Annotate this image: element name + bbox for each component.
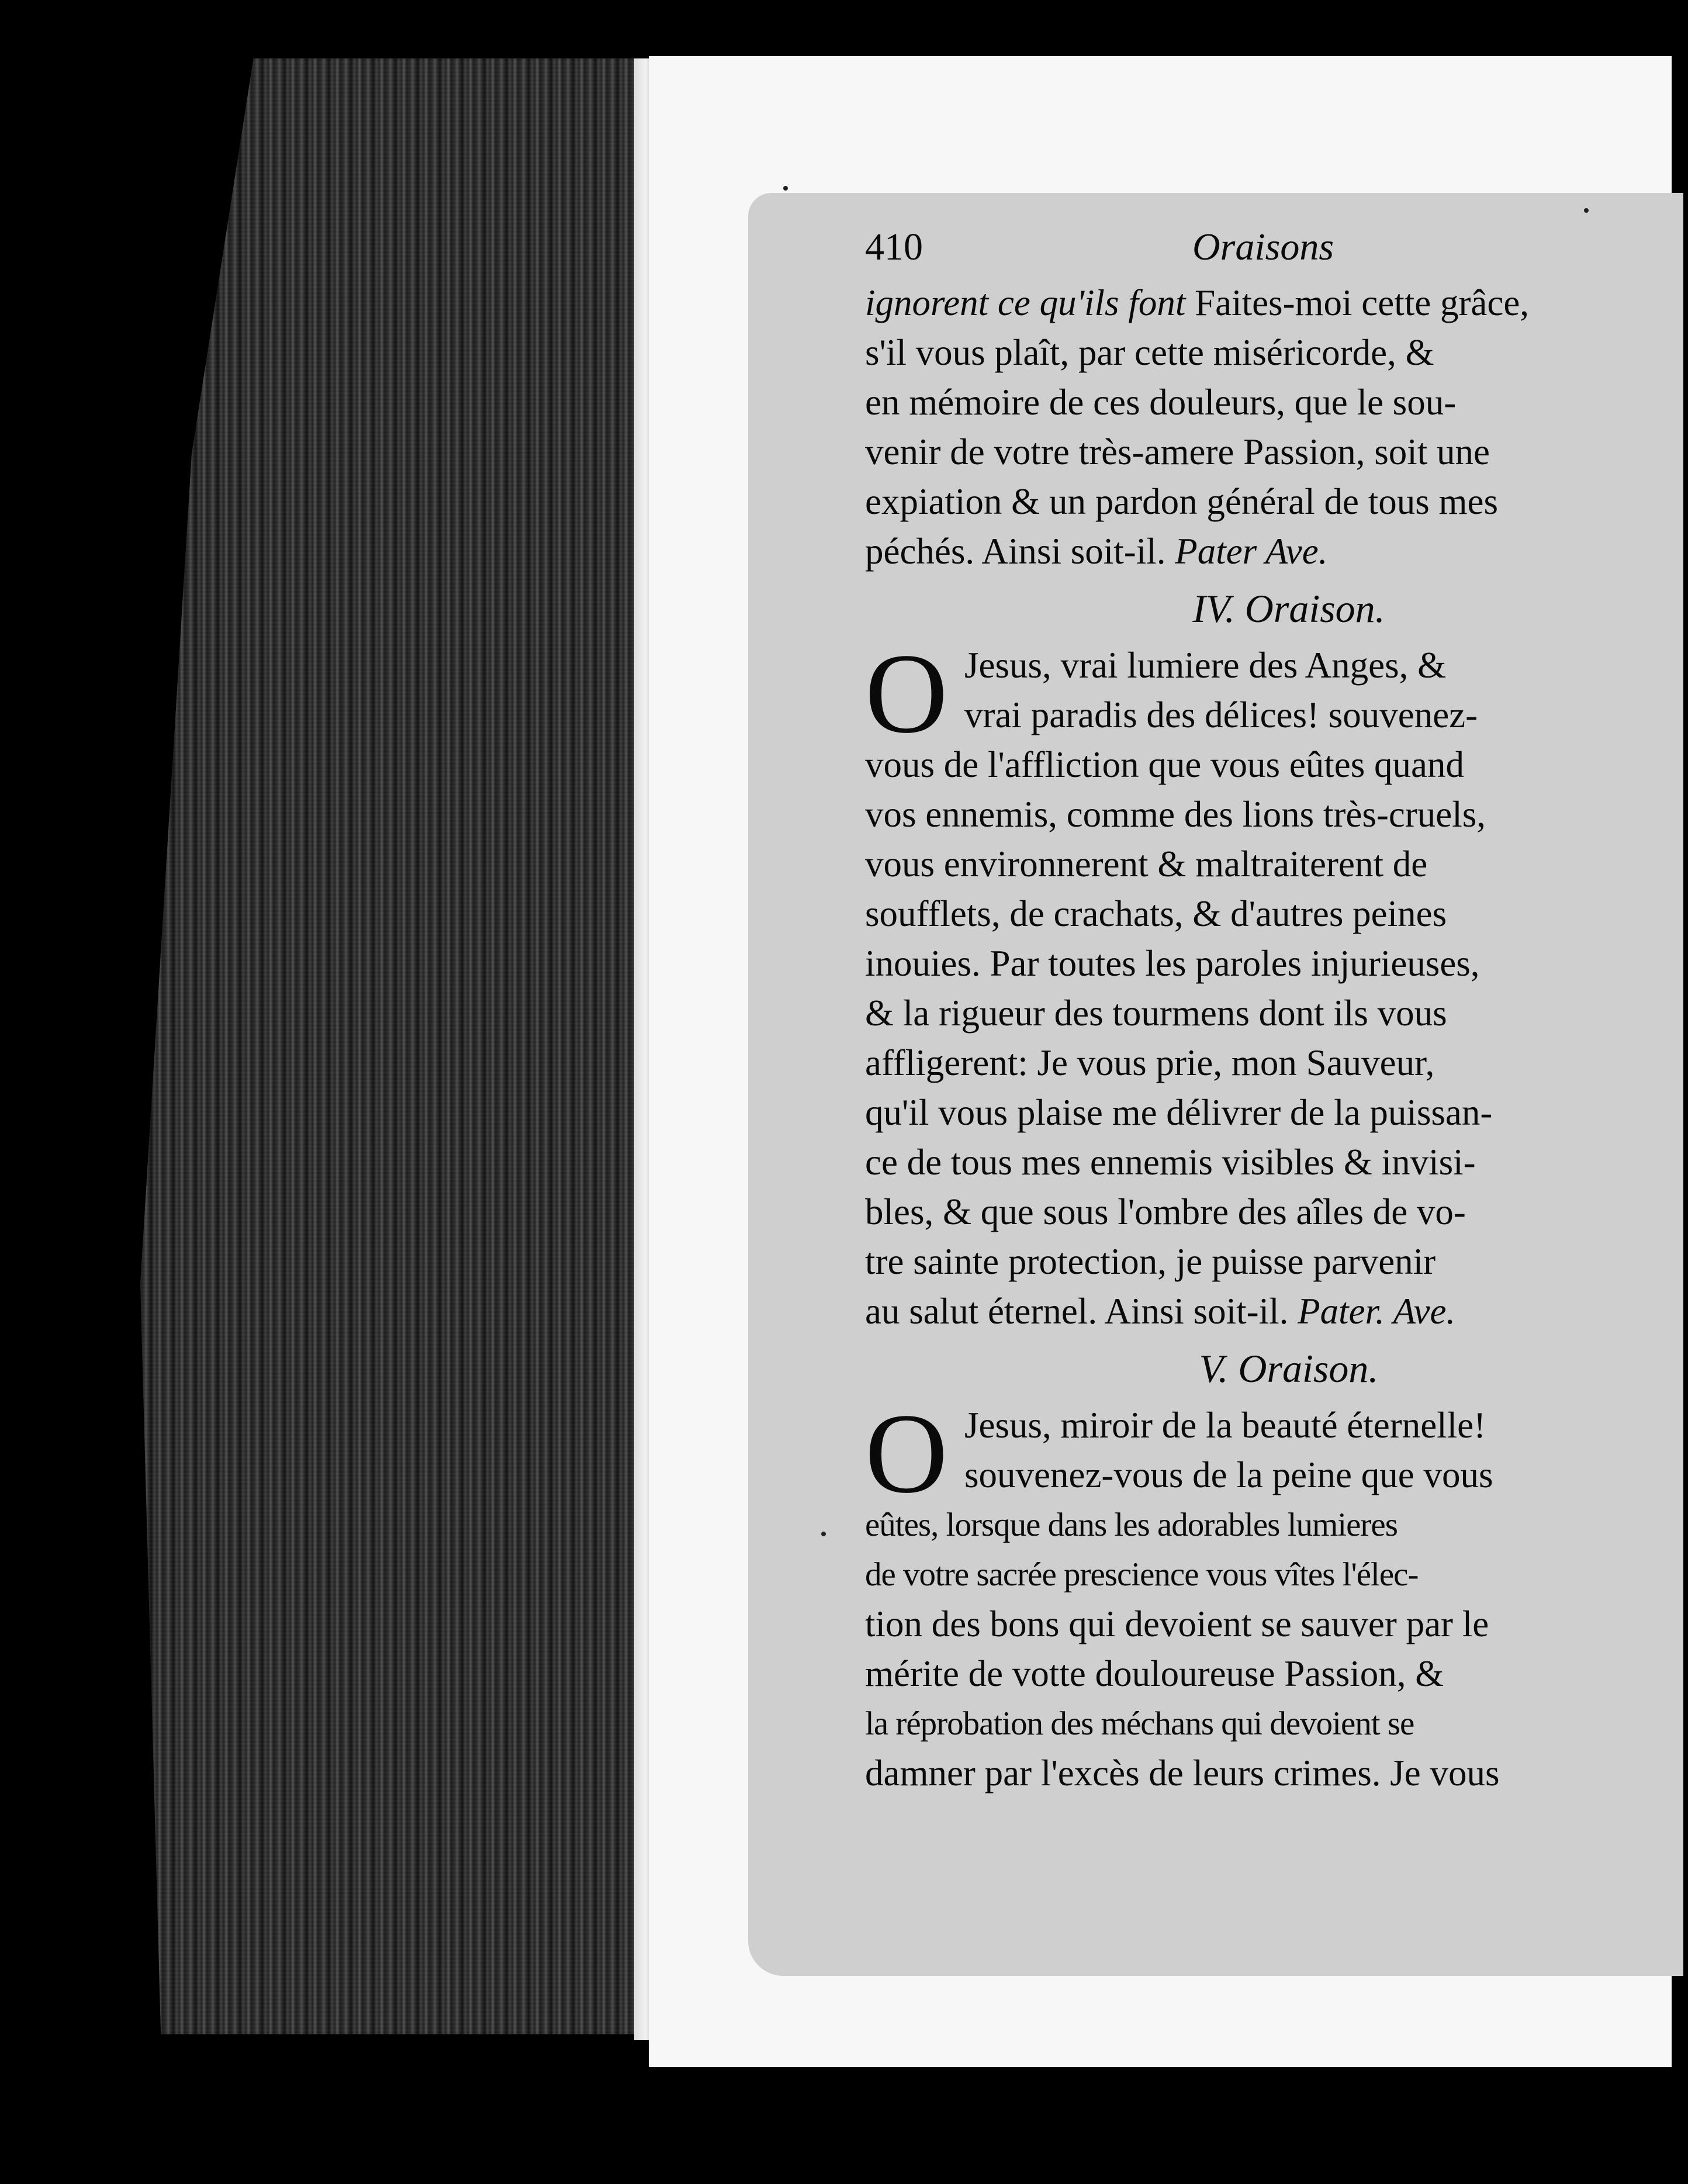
running-head [865,222,1688,278]
italic-phrase: Pater Ave. [1175,531,1328,572]
text-line: vous de l'affliction que vous eûtes quand [865,744,1464,785]
line-text: Faites-moi cette grâce, [1185,282,1530,323]
ink-speck [1584,208,1589,213]
italic-phrase: Pater. Ave. [1298,1291,1456,1332]
ink-speck [821,1532,826,1536]
text-line: tre sainte protection, je puisse parvenir [865,1241,1436,1282]
book-page-edges [140,58,655,2034]
text-line: de votre sacrée prescience vous vîtes l'élec- [865,1556,1419,1593]
text-line: la réprobation des méchans qui devoient se [865,1705,1414,1742]
text-line: eûtes, lorsque dans les adorables lumieres [865,1506,1398,1543]
line-text: péchés. Ainsi soit-il. [865,531,1175,572]
text-line: venir de votre très-amere Passion, soit une [865,431,1490,472]
text-line: Jesus, vrai lumiere des Anges, & [964,645,1447,686]
text-line: tion des bons qui devoient se sauver par le [865,1604,1489,1644]
running-title: Oraisons [1192,226,1334,268]
text-line: ce de tous mes ennemis visibles & invisi- [865,1142,1476,1183]
section-heading-iv: IV. Oraison. [1192,586,1385,631]
text-line: soufflets, de crachats, & d'autres peines [865,893,1447,934]
text-line [865,1287,1688,1336]
text-line: Jesus, miroir de la beauté éternelle! [964,1405,1486,1446]
text-line: expiation & un pardon général de tous mes [865,481,1498,522]
italic-phrase: ignorent ce qu'ils font [865,282,1186,323]
text-line: mérite de votte douloureuse Passion, & [865,1653,1444,1694]
text-line: vrai paradis des délices! souvenez- [964,694,1478,735]
text-line [865,527,1688,576]
section-heading-v: V. Oraison. [1199,1346,1379,1391]
text-line: vous environnerent & maltraiterent de [865,844,1428,884]
text-line: qu'il vous plaise me délivrer de la puissan- [865,1092,1493,1133]
page-number: 410 [865,226,923,268]
text-line: vos ennemis, comme des lions très-cruels, [865,794,1486,835]
continuation-paragraph [865,278,1688,576]
text-line: inouies. Par toutes les paroles injurieuses, [865,943,1480,984]
text-line: en mémoire de ces douleurs, que le sou- [865,382,1457,423]
ink-speck [783,186,788,191]
text-line: souvenez-vous de la peine que vous [964,1454,1493,1495]
drop-cap: O [865,630,948,757]
text-line: affligerent: Je vous prie, mon Sauveur, [865,1042,1435,1083]
page-text [865,222,1688,1798]
text-line: bles, & que sous l'ombre des aîles de vo- [865,1191,1466,1232]
prayer-paragraph-iv [865,630,1688,1336]
text-line: s'il vous plaît, par cette miséricorde, & [865,332,1434,373]
text-line: & la rigueur des tourmens dont ils vous [865,993,1447,1034]
line-text: au salut éternel. Ainsi soit-il. [865,1291,1298,1332]
drop-cap: O [865,1390,948,1517]
prayer-paragraph-v [865,1390,1688,1798]
text-line: damner par l'excès de leurs crimes. Je vous [865,1753,1500,1793]
text-line [865,278,1688,328]
